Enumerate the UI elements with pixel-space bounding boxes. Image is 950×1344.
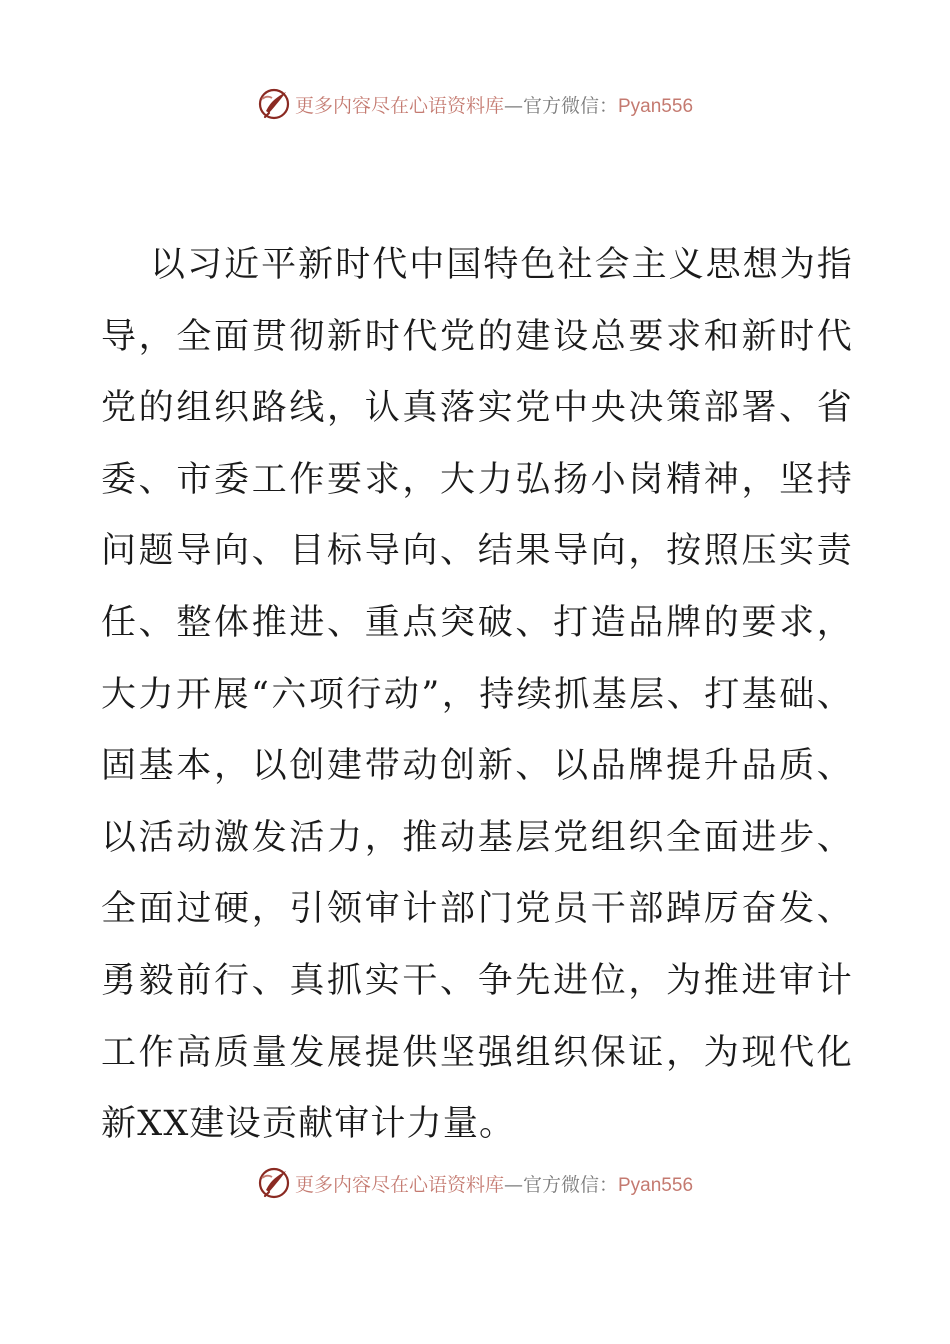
- footer-separator: —: [503, 1173, 523, 1196]
- pen-nib-logo-icon: [257, 87, 291, 121]
- body-paragraph: 以习近平新时代中国特色社会主义思想为指导，全面贯彻新时代党的建设总要求和新时代党的组织路线，认真落实党中央决策部署、省委、市委工作要求，大力弘扬小岗精神，坚持问题导向、目标导向、结果导向，按照压实责任、整体推进、重点突破、打造品牌的要求，大力开展“六项行动”，持续抓基层、打基础、固基本，以创建带动创新、以品牌提升品质、以活动激发活力，推动基层党组织全面进步、全面过硬，引领审计部门党员干部踔厉奋发、勇毅前行、真抓实干、争先进位，为推进审计工作高质量发展提供坚强组织保证，为现代化新XX建设贡献审计力量。: [101, 245, 853, 1145]
- header-brand-text: 更多内容尽在心语资料库: [294, 94, 504, 117]
- header-banner: [0, 84, 950, 124]
- footer-banner-text: [295, 1170, 693, 1197]
- header-separator: —: [503, 94, 523, 117]
- footer-contact-label: 官方微信：: [522, 1173, 618, 1196]
- header-contact-id: Pyan556: [618, 95, 694, 117]
- header-contact-label: 官方微信：: [522, 94, 618, 117]
- footer-brand-text: 更多内容尽在心语资料库: [294, 1173, 504, 1196]
- header-banner-text: [295, 91, 693, 118]
- footer-banner: [0, 1163, 950, 1203]
- footer-contact-id: Pyan556: [618, 1174, 694, 1196]
- pen-nib-logo-icon: [257, 1166, 291, 1200]
